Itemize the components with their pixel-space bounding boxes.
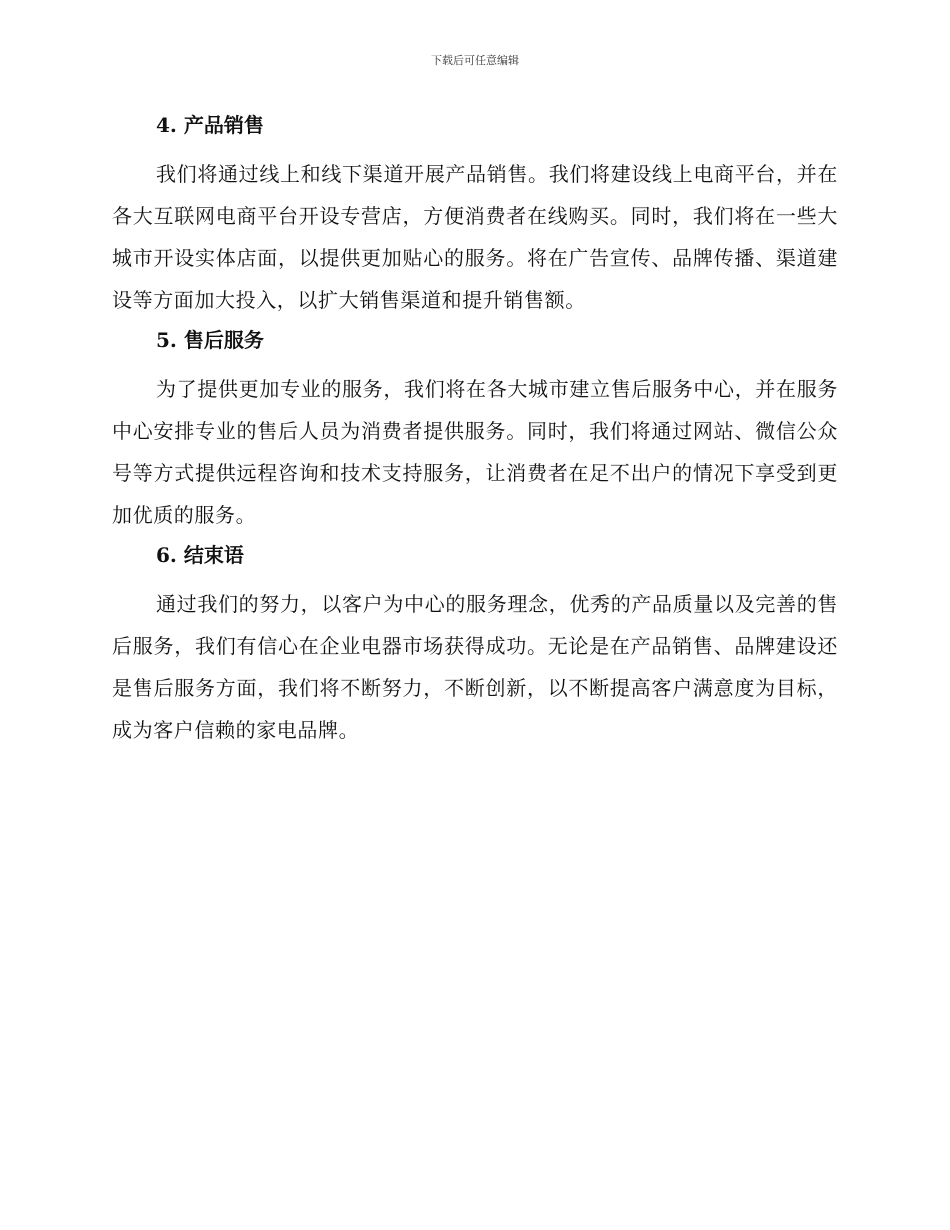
document-body	[112, 110, 838, 755]
section-after-sales-service	[112, 325, 838, 536]
section-paragraph: 为了提供更加专业的服务，我们将在各大城市建立售后服务中心，并在服务中心安排专业的售后人员为消费者提供服务。同时，我们将通过网站、微信公众号等方式提供远程咨询和技术支持服务，让消费者在足不出户的情况下享受到更加优质的服务。	[112, 377, 838, 527]
section-paragraph: 我们将通过线上和线下渠道开展产品销售。我们将建设线上电商平台，并在各大互联网电商平台开设专营店，方便消费者在线购买。同时，我们将在一些大城市开设实体店面，以提供更加贴心的服务。将在广告宣传、品牌传播、渠道建设等方面加大投入，以扩大销售渠道和提升销售额。	[112, 162, 838, 312]
section-heading: 4. 产品销售	[156, 113, 264, 137]
section-paragraph: 通过我们的努力，以客户为中心的服务理念，优秀的产品质量以及完善的售后服务，我们有信心在企业电器市场获得成功。无论是在产品销售、品牌建设还是售后服务方面，我们将不断努力，不断创新，以不断提高客户满意度为目标，成为客户信赖的家电品牌。	[112, 592, 838, 742]
section-conclusion	[112, 540, 838, 751]
section-heading: 6. 结束语	[156, 543, 244, 567]
section-product-sales	[112, 110, 838, 321]
section-heading: 5. 售后服务	[156, 328, 264, 352]
page-header-note: 下载后可任意编辑	[431, 54, 519, 67]
